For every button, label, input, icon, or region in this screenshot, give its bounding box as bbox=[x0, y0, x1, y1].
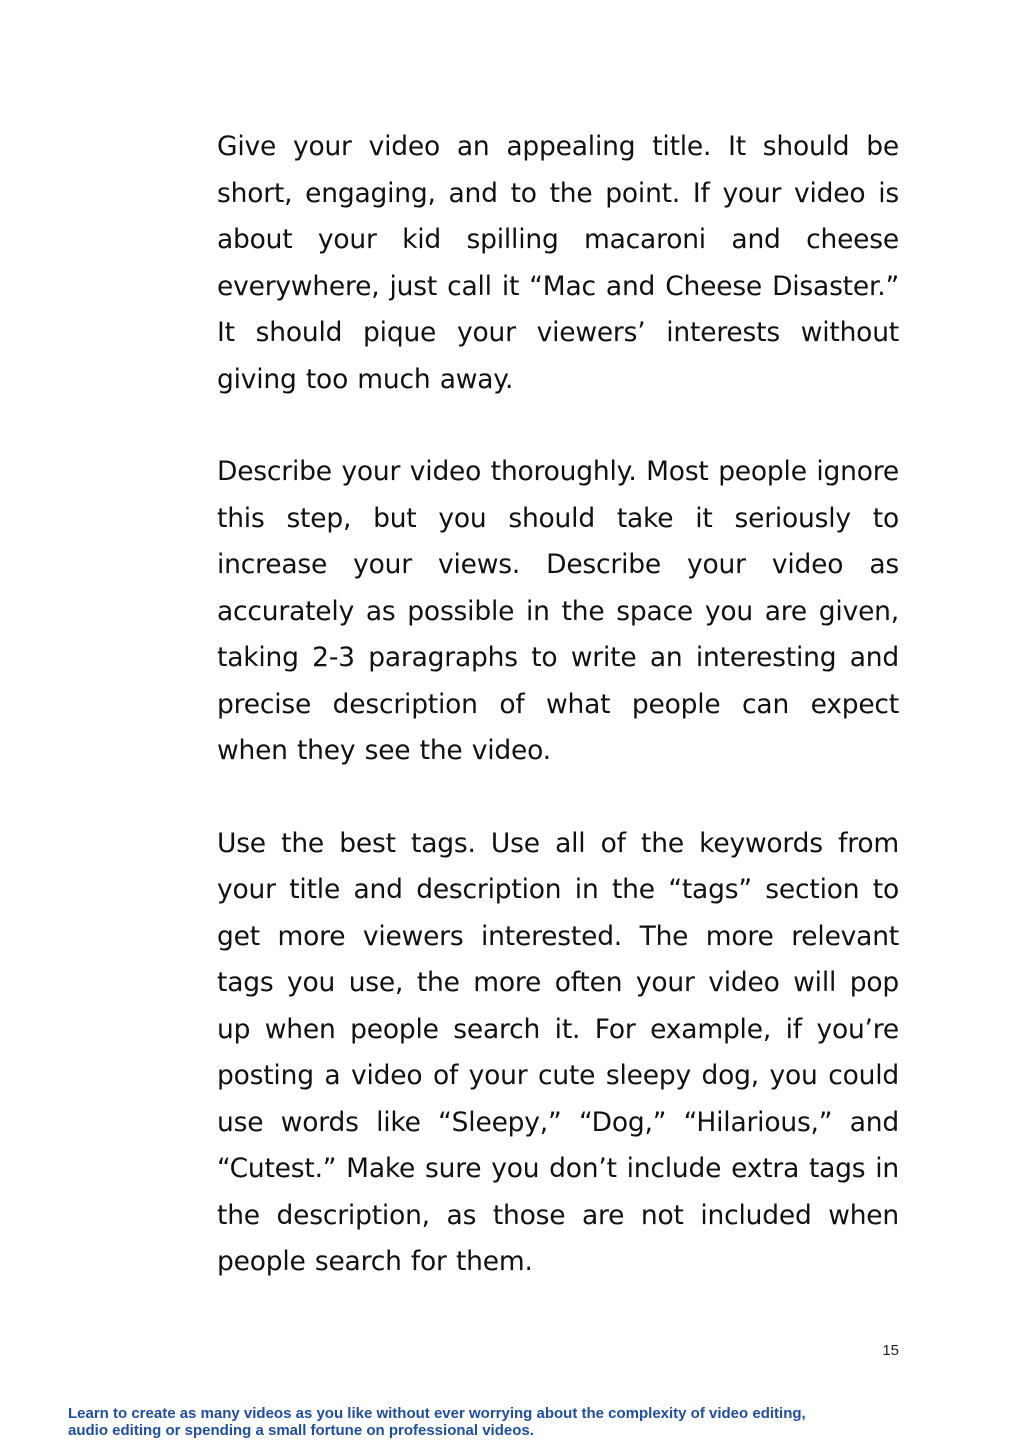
body-text bbox=[217, 124, 899, 1332]
footer-line-2: audio editing or spending a small fortune on professional videos. bbox=[68, 1422, 534, 1439]
page-number: 15 bbox=[882, 1342, 899, 1359]
footer-promo bbox=[68, 1405, 948, 1439]
paragraph-tags-tips: Use the best tags. Use all of the keywords from your title and description in the “tags” section to get more viewers interested. The more relevant tags you use, the more often your video will pop up when people search it. For example, if you’re posting a video of your cute sleepy dog, you could use words like “Sleepy,” “Dog,” “Hilarious,” and “Cutest.” Make sure you don’t include extra tags in the description, as those are not included when people search for them. bbox=[217, 827, 899, 1277]
paragraph-title-tips: Give your video an appealing title. It should be short, engaging, and to the point. If your video is about your kid spilling macaroni and cheese everywhere, just call it “Mac and Cheese Disaster.” It should pique your viewers’ interests without giving too much away. bbox=[217, 131, 899, 395]
paragraph-description-tips: Describe your video thoroughly. Most people ignore this step, but you should take it seriously to increase your views. Describe your video as accurately as possible in the space you are given, taking 2-3 paragraphs to write an interesting and precise description of what people can expect when they see the video. bbox=[217, 456, 899, 766]
footer-line-1: Learn to create as many videos as you like without ever worrying about the complexity of video editing, bbox=[68, 1405, 806, 1422]
